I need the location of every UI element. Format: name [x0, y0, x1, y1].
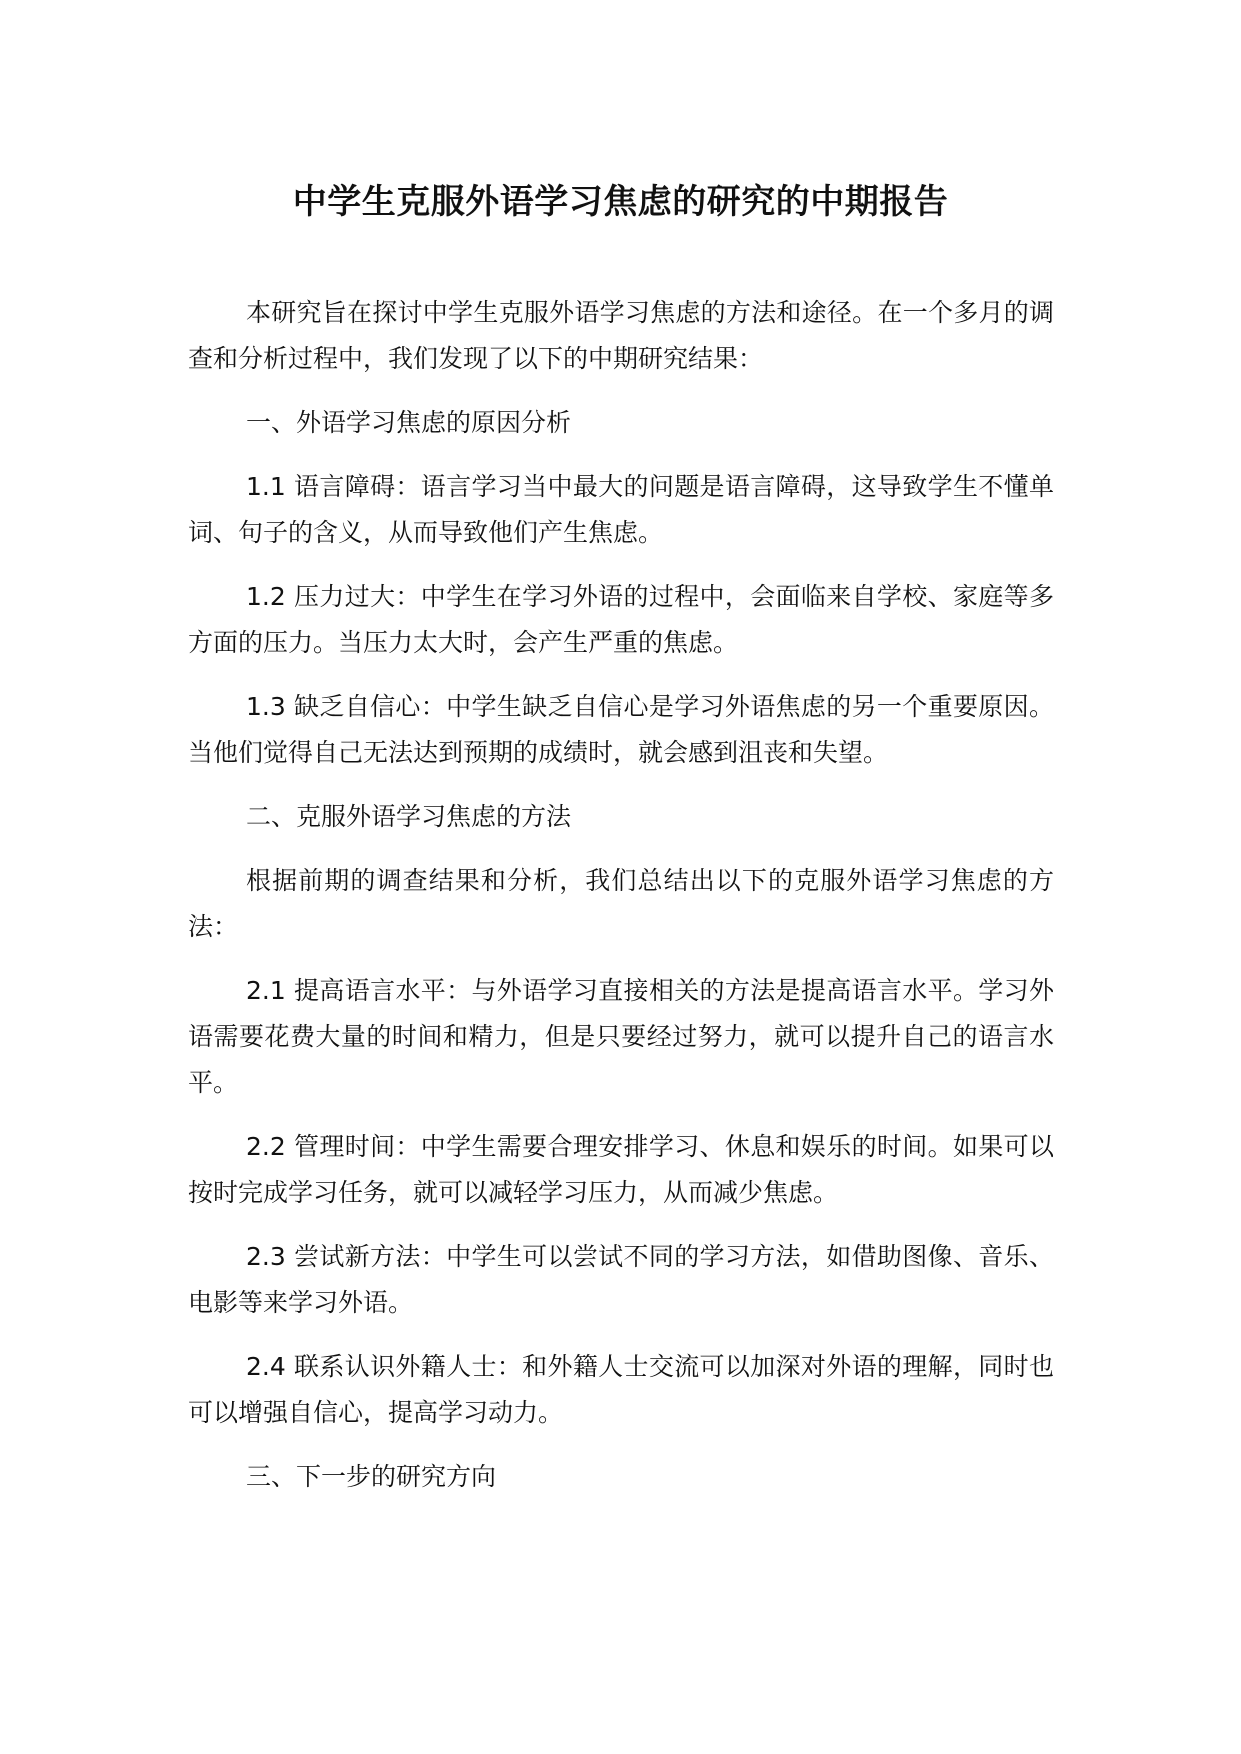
paragraph-2-2: 2.2 管理时间：中学生需要合理安排学习、休息和娱乐的时间。如果可以按时完成学习任务，就可以减轻学习压力，从而减少焦虑。	[188, 1132, 1054, 1207]
section-heading-2: 二、克服外语学习焦虑的方法	[246, 802, 572, 831]
section-heading-1: 一、外语学习焦虑的原因分析	[246, 408, 572, 437]
intro-paragraph: 本研究旨在探讨中学生克服外语学习焦虑的方法和途径。在一个多月的调查和分析过程中，我们发现了以下的中期研究结果：	[188, 298, 1054, 373]
section-2-intro: 根据前期的调查结果和分析，我们总结出以下的克服外语学习焦虑的方法：	[188, 866, 1054, 941]
paragraph-1-3: 1.3 缺乏自信心：中学生缺乏自信心是学习外语焦虑的另一个重要原因。当他们觉得自己无法达到预期的成绩时，就会感到沮丧和失望。	[188, 692, 1054, 767]
paragraph-2-1: 2.1 提高语言水平：与外语学习直接相关的方法是提高语言水平。学习外语需要花费大量的时间和精力，但是只要经过努力，就可以提升自己的语言水平。	[188, 976, 1054, 1097]
paragraph-1-2: 1.2 压力过大：中学生在学习外语的过程中，会面临来自学校、家庭等多方面的压力。当压力太大时，会产生严重的焦虑。	[188, 582, 1054, 657]
section-heading-3: 三、下一步的研究方向	[246, 1462, 497, 1491]
paragraph-2-3: 2.3 尝试新方法：中学生可以尝试不同的学习方法，如借助图像、音乐、电影等来学习外语。	[188, 1242, 1054, 1317]
paragraph-2-4: 2.4 联系认识外籍人士：和外籍人士交流可以加深对外语的理解，同时也可以增强自信心，提高学习动力。	[188, 1352, 1054, 1427]
document-body	[188, 290, 1054, 1518]
paragraph-1-1: 1.1 语言障碍：语言学习当中最大的问题是语言障碍，这导致学生不懂单词、句子的含义，从而导致他们产生焦虑。	[188, 472, 1054, 547]
document-title: 中学生克服外语学习焦虑的研究的中期报告	[292, 182, 949, 222]
